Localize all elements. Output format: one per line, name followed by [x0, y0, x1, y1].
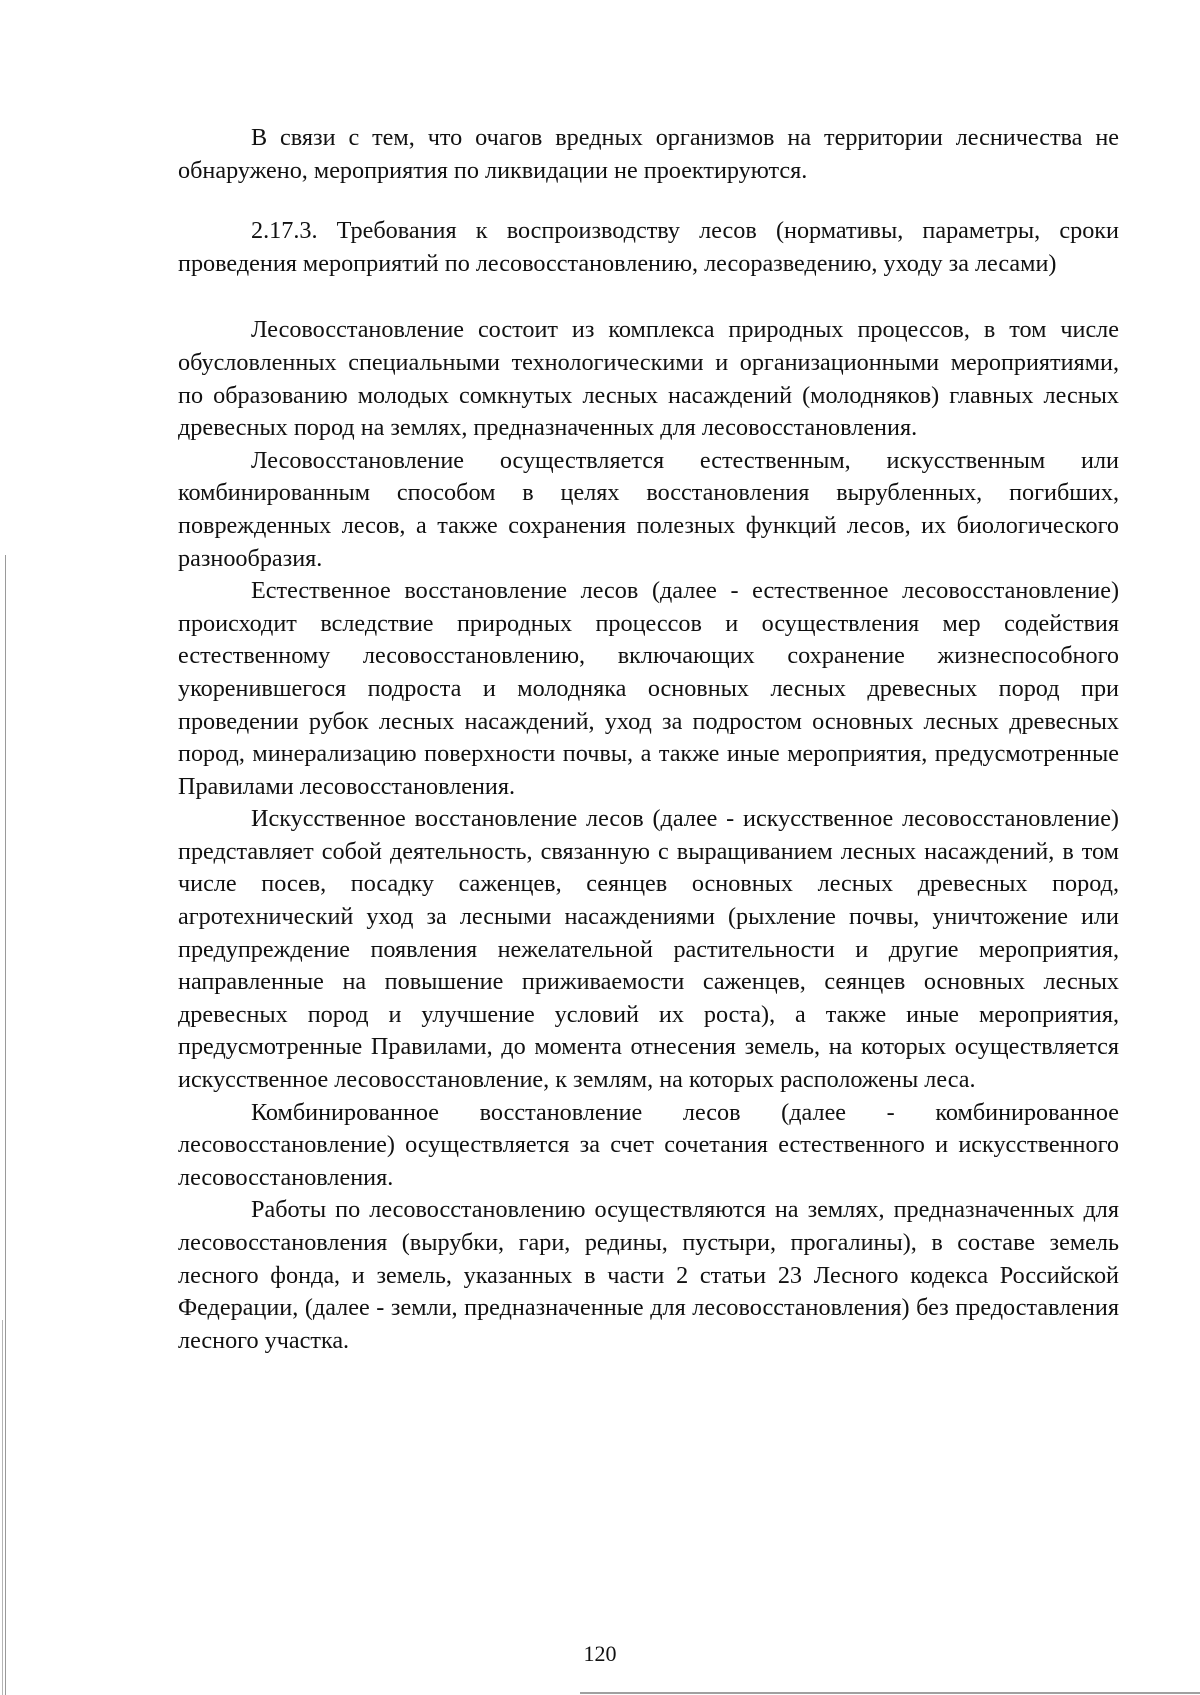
scan-edge-left: [5, 555, 6, 1695]
paragraph-combined-reforestation: Комбинированное восстановление лесов (далее - комбинированное лесовосстановление) осуществляется за счет сочетания естественного и искусственного лесовосстановления.: [178, 1098, 1119, 1191]
paragraph-pest-measures: В связи с тем, что очагов вредных организмов на территории лесничества не обнаружено, мероприятия по ликвидации не проектируются.: [178, 124, 1119, 184]
scan-edge-bottom: [580, 1692, 1200, 1694]
paragraph-artificial-reforestation: Искусственное восстановление лесов (далее - искусственное лесовосстановление) представляет собой деятельность, связанную с выращиванием лесных насаждений, в том числе посев, посадку саженцев, сеянцев основных лесных древесных пород, агротехнический уход за лесными насаждениями (рыхление почвы, уничтожение или предупреждение появления нежелательной растительности и другие мероприятия, направленные на повышение приживаемости саженцев, сеянцев основных лесных древесных пород и улучшение условий их роста), а также иные мероприятия, предусмотренные Правилами, до момента отнесения земель, на которых осуществляется искусственное лесовосстановление, к землям, на которых расположены леса.: [178, 805, 1119, 1094]
paragraph-reforestation-definition: Лесовосстановление состоит из комплекса природных процессов, в том числе обусловленных специальными технологическими и организационными мероприятиями, по образованию молодых сомкнутых лесных насаждений (молодняков) главных лесных древесных пород на землях, предназначенных для лесовосстановления.: [178, 316, 1119, 442]
page-number: 120: [583, 1641, 617, 1666]
scan-edge-left-secondary: [2, 1320, 3, 1695]
document-body: [178, 122, 1119, 1357]
section-heading-2-17-3: 2.17.3. Требования к воспроизводству лесов (нормативы, параметры, сроки проведения мероприятий по лесовосстановлению, лесоразведению, уходу за лесами): [178, 217, 1119, 277]
paragraph-reforestation-methods: Лесовосстановление осуществляется естественным, искусственным или комбинированным способом в целях восстановления вырубленных, погибших, поврежденных лесов, а также сохранения полезных функций лесов, их биологического разнообразия.: [178, 446, 1119, 572]
paragraph-natural-reforestation: Естественное восстановление лесов (далее - естественное лесовосстановление) происходит вследствие природных процессов и осуществления мер содействия естественному лесовосстановлению, включающих сохранение жизнеспособного укоренившегося подроста и молодняка основных лесных древесных пород при проведении рубок лесных насаждений, уход за подростом основных лесных древесных пород, минерализацию поверхности почвы, а также иные мероприятия, предусмотренные Правилами лесовосстановления.: [178, 577, 1119, 800]
paragraph-reforestation-lands: Работы по лесовосстановлению осуществляются на землях, предназначенных для лесовосстановления (вырубки, гари, редины, пустыри, прогалины), в составе земель лесного фонда, и земель, указанных в части 2 статьи 23 Лесного кодекса Российской Федерации, (далее - земли, предназначенные для лесовосстановления) без предоставления лесного участка.: [178, 1196, 1119, 1354]
